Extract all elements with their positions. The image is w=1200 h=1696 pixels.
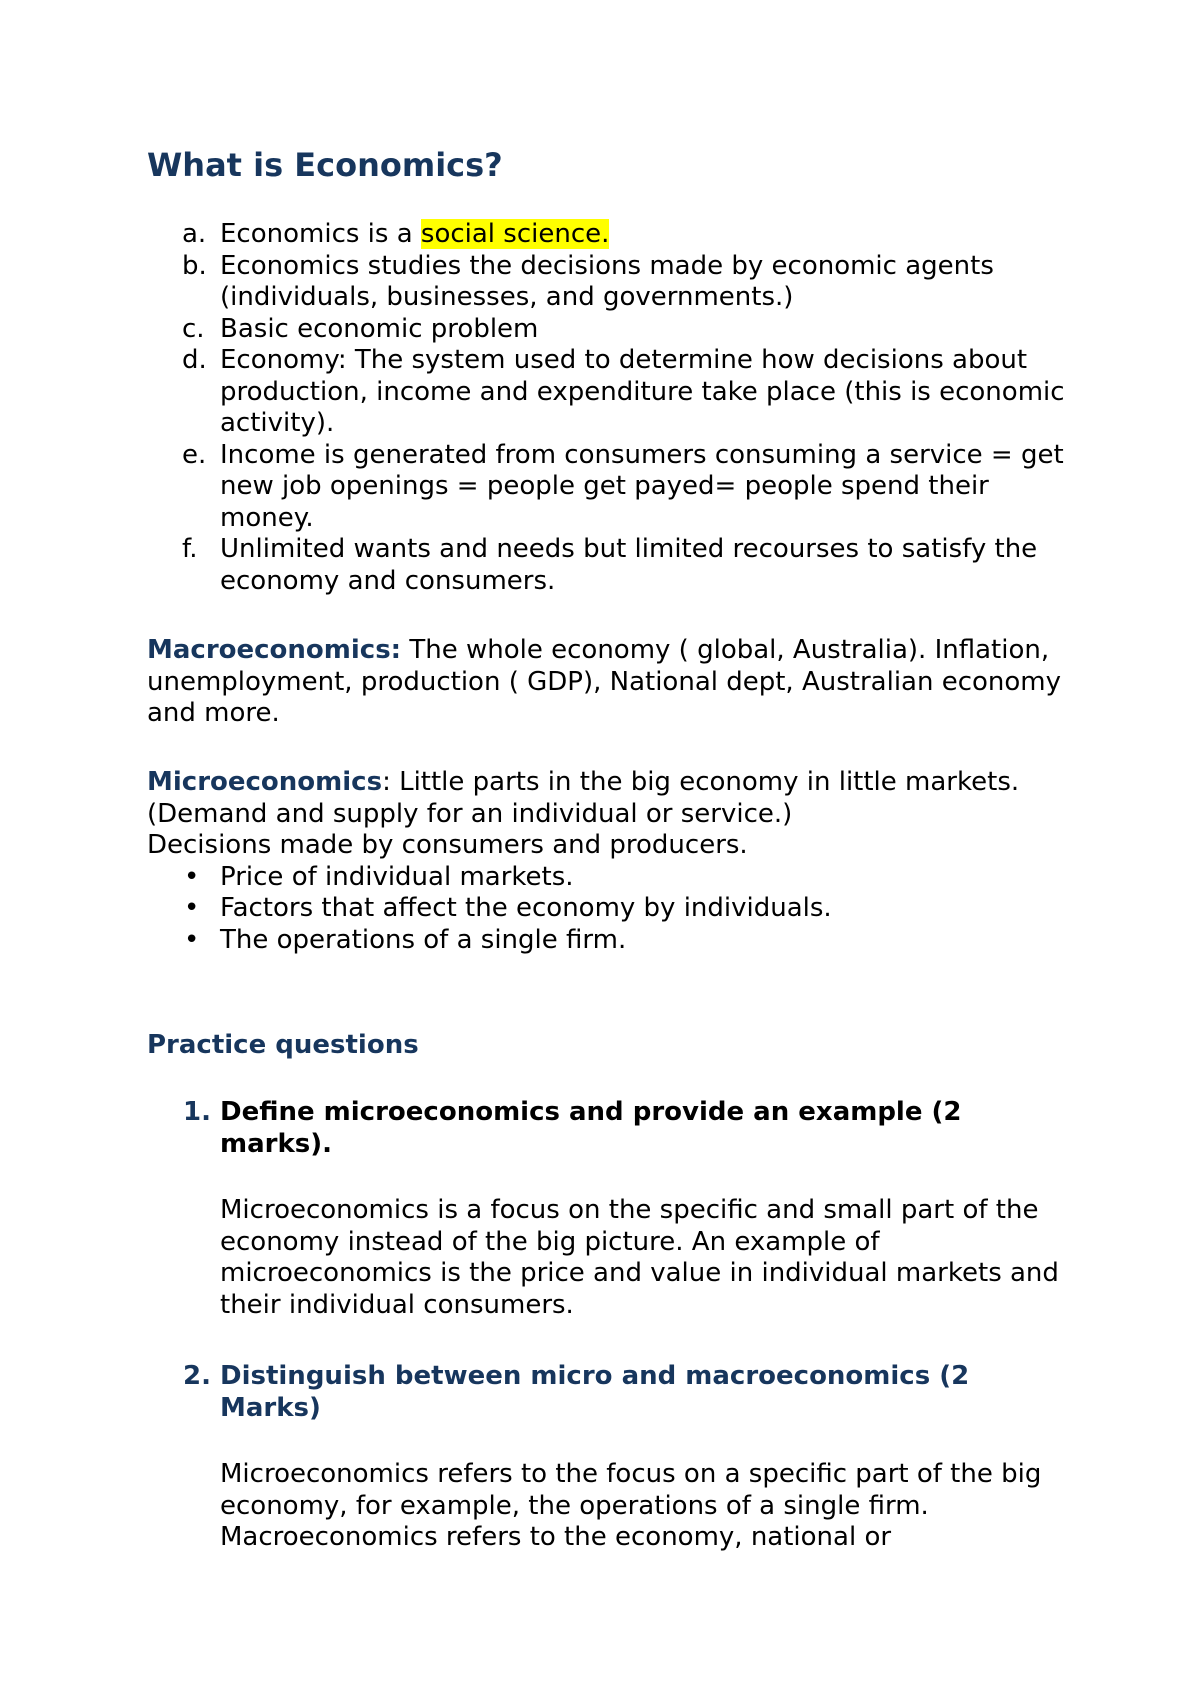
list-item [147, 219, 1067, 251]
macroeconomics-paragraph [147, 635, 1067, 730]
macroeconomics-term: Macroeconomics: [147, 635, 402, 665]
microeconomics-text: : Little parts in the big economy in little markets. [382, 767, 1020, 797]
microeconomics-term: Microeconomics [147, 767, 383, 797]
bullet-item [147, 925, 1067, 957]
list-marker: d. [182, 345, 207, 375]
list-item-text: Economics studies the decisions made by economic agents (individuals, businesses, and governments.) [220, 250, 994, 312]
bullet-text: The operations of a single firm. [220, 924, 627, 955]
microeconomics-line: Decisions made by consumers and producers. [147, 830, 748, 860]
list-marker: b. [182, 250, 207, 281]
list-item-text: Basic economic problem [220, 313, 539, 344]
list-item-text: Income is generated from consumers consuming a service = get new job openings = people get payed= people spend their money. [220, 439, 1064, 533]
list-item-text: Economy: The system used to determine how decisions about production, income and expenditure take place (this is economic activity). [220, 345, 1065, 438]
intro-list [147, 219, 1067, 597]
question-title [147, 1097, 1067, 1160]
macroeconomics-text: The whole economy ( global, Australia). Inflation, unemployment, production ( GDP), National dept, Australian economy and more. [147, 635, 1062, 728]
list-item [147, 534, 1067, 597]
list-marker: c. [182, 313, 205, 344]
list-item-text: Unlimited wants and needs but limited recourses to satisfy the economy and consumers. [220, 534, 1038, 596]
microeconomics-line: (Demand and supply for an individual or service.) [147, 798, 793, 829]
bullet-icon: • [184, 924, 200, 955]
list-item [147, 251, 1067, 314]
bullet-text: Factors that affect the economy by individuals. [220, 893, 832, 923]
question-text: Define microeconomics and provide an example (2 marks). [220, 1097, 962, 1159]
bullet-item [147, 893, 1067, 925]
question-1 [147, 1097, 1067, 1321]
bullet-text: Price of individual markets. [220, 861, 574, 892]
question-number: 2. [183, 1361, 211, 1391]
bullet-icon: • [184, 861, 200, 892]
question-title [147, 1361, 1067, 1424]
question-2 [147, 1361, 1067, 1554]
list-item-text: Economics is a [220, 219, 421, 249]
list-item [147, 440, 1067, 535]
practice-questions-heading: Practice questions [147, 1030, 419, 1060]
microeconomics-bullets [147, 862, 1067, 957]
question-number: 1. [183, 1097, 211, 1127]
highlighted-text: social science. [420, 219, 610, 249]
microeconomics-section [147, 767, 1067, 956]
list-marker: f. [182, 534, 198, 564]
question-answer: Microeconomics refers to the focus on a specific part of the big economy, for example, the operations of a single firm. Macroeconomics refers to the economy, national or [220, 1459, 1042, 1552]
bullet-item [147, 862, 1067, 894]
list-marker: a. [182, 219, 207, 249]
page-title: What is Economics? [147, 146, 503, 184]
bullet-icon: • [184, 893, 200, 923]
list-marker: e. [182, 439, 207, 470]
list-item [147, 345, 1067, 440]
list-item [147, 314, 1067, 346]
question-answer: Microeconomics is a focus on the specific and small part of the economy instead of the big picture. An example of microeconomics is the price and value in individual markets and their individual consumers. [220, 1195, 1059, 1320]
microeconomics-paragraph [147, 767, 1067, 799]
question-text: Distinguish between micro and macroeconomics (2 Marks) [220, 1361, 970, 1423]
